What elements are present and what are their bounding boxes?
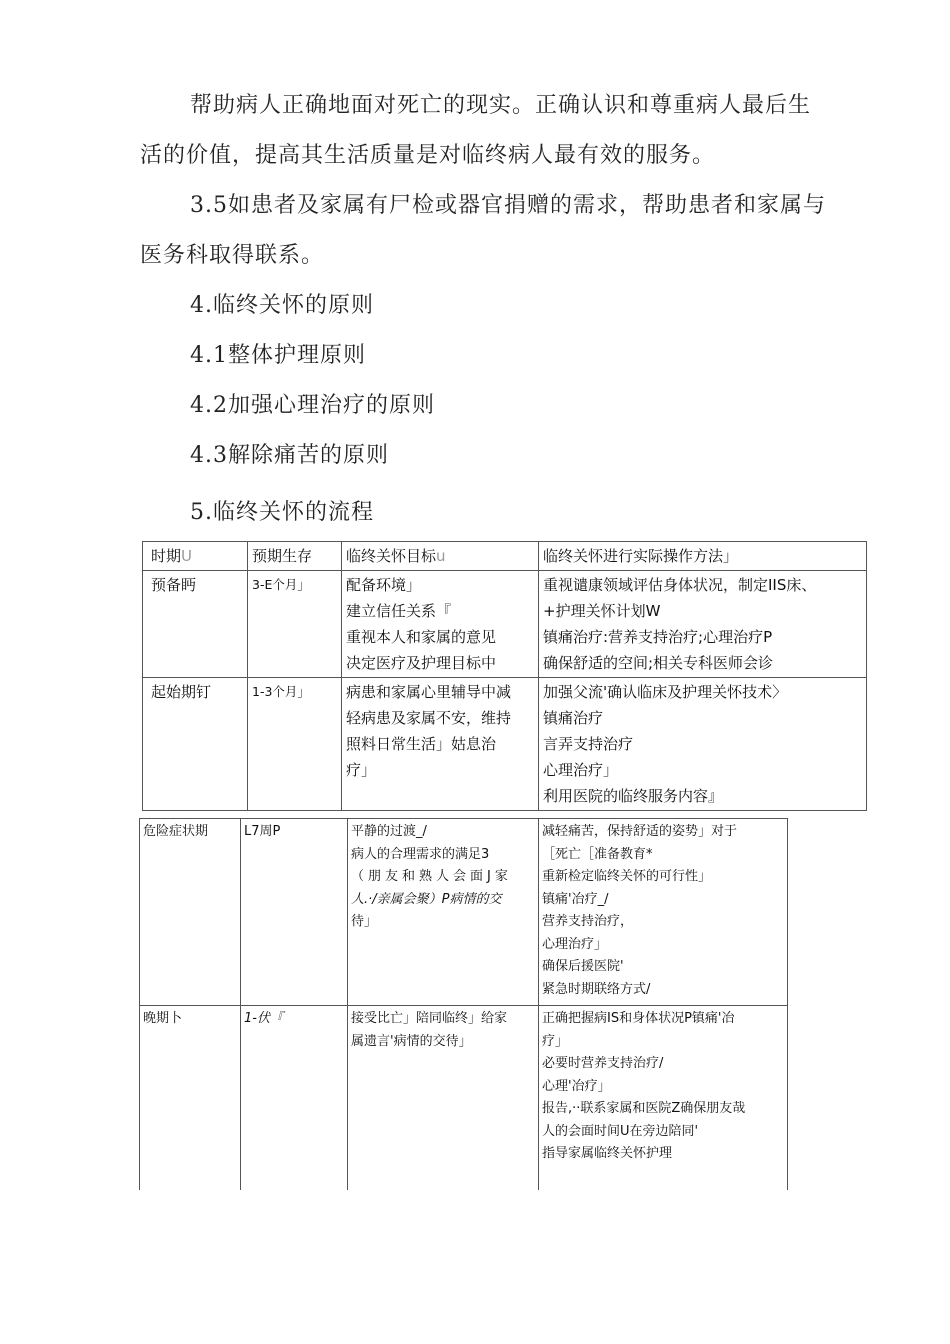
goals-cell: 接受比亡」陪同临终」给家 属遗言'病情的交待」: [348, 1006, 539, 1190]
paragraph-line: 医务科取得联系。: [140, 243, 325, 268]
goals-cell: 配备环境」 建立信任关系『 重视本人和家属的意见 决定医疗及护理目标中: [342, 571, 539, 678]
table-row: [140, 819, 788, 1006]
hospice-process-table-2: [139, 818, 788, 1190]
table-row: [143, 571, 867, 678]
methods-cell: 重视谴康领域评估身体状况，制定IIS床、 +护理关怀计划W 镇痛治疗:营养支持治疗;心理治疗P 确保舒适的空间;相关专科医师会诊: [539, 571, 867, 678]
survival-cell: 1-3个月」: [248, 678, 342, 811]
paragraph-line: 帮助病人正确地面对死亡的现实。正确认识和尊重病人最后生: [190, 93, 812, 118]
header-cell: 预期生存: [248, 542, 342, 571]
goals-cell: 平静的过渡_/ 病人的合理需求的满足3 （朋友和熟人会面J家 人.·/亲属会聚）P病情的交 待」: [348, 819, 539, 1006]
goals-cell: 病患和家属心里辅导中减 轻病患及家属不安，维持 照料日常生活」姑息治 疗」: [342, 678, 539, 811]
paragraph-line: 3.5如患者及家属有尸检或器官捐赠的需求，帮助患者和家属与: [190, 193, 826, 218]
survival-cell: 1-伏『: [241, 1006, 348, 1190]
table-row: [143, 678, 867, 811]
methods-cell: 减轻痛苦，保持舒适的姿势」对于 ［死亡［准备教育* 重新检定临终关怀的可行性」 镇痛'冶疗_/ 营养支持治疗， 心理治疗」 确保后援医院' 紧急时期联络方式/: [539, 819, 788, 1006]
survival-cell: L7周P: [241, 819, 348, 1006]
section-heading: 4.2加强心理治疗的原则: [190, 393, 435, 418]
section-heading: 4.3解除痛苦的原则: [190, 443, 389, 468]
survival-cell: 3-E个月」: [248, 571, 342, 678]
methods-cell: 加强父流'确认临床及护理关怀技术〉 镇痛治疗 言弄支持治疗 心理治疗」 利用医院的临终服务内容』: [539, 678, 867, 811]
period-cell: 预备眄: [143, 571, 248, 678]
hospice-process-table-1: [142, 541, 867, 811]
period-cell: 危险症状期: [140, 819, 241, 1006]
header-cell: 时期U: [143, 542, 248, 571]
methods-cell: 正确把握病IS和身体状况P镇痛'冶 疗」 必要时营养支持治疗/ 心理'冶疗」 报告,··联系家属和医院Z确保朋友哉 人的会面时间U在旁边陪同' 指导家属临终关怀护理: [539, 1006, 788, 1190]
period-cell: 起始期钉: [143, 678, 248, 811]
section-heading: 5.临终关怀的流程: [190, 500, 374, 525]
header-cell: 临终关怀目标u: [342, 542, 539, 571]
section-heading: 4.1整体护理原则: [190, 343, 366, 368]
table-row: [140, 1006, 788, 1190]
header-cell: 临终关怀进行实际操作方法」: [539, 542, 867, 571]
paragraph-line: 活的价值，提高其生活质量是对临终病人最有效的服务。: [140, 143, 716, 168]
section-heading: 4.临终关怀的原则: [190, 293, 374, 318]
period-cell: 晚期卜: [140, 1006, 241, 1190]
table-header-row: [143, 542, 867, 571]
